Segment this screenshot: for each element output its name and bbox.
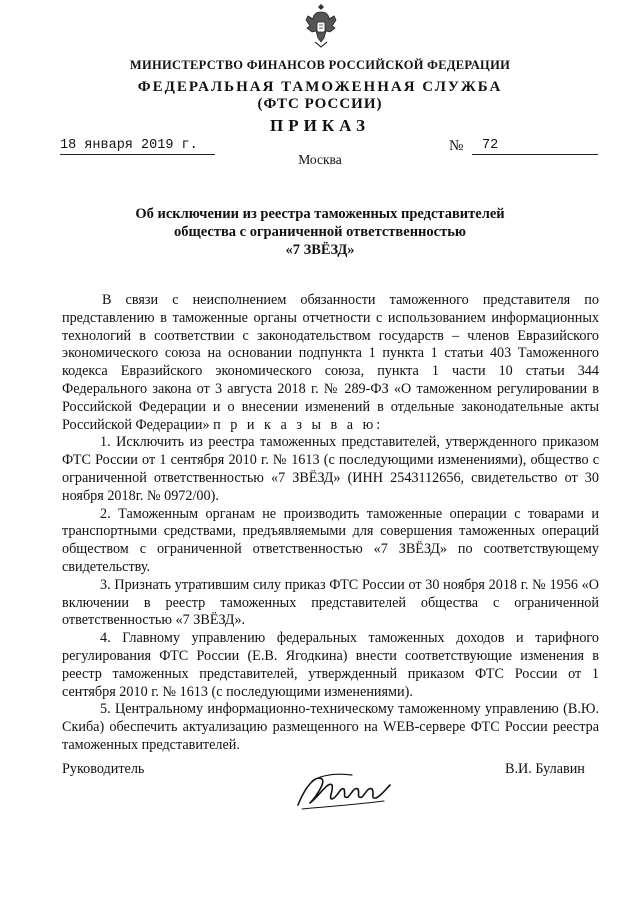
subject-line: Об исключении из реестра таможенных представителей — [135, 206, 505, 222]
preamble-text: В связи с неисполнением обязанности таможенного представителя по представлению в таможенные органы отчетности с использованием информационных технологий в соответствии с законодательством государств – членов Евразийского экономического союза на основании подпункта 1 пункта 1 статьи 403 Таможенного кодекса Евразийского экономического союза, пункта 1 части 10 статьи 344 Федерального закона от 3 августа 2018 г. № 289-ФЗ «О таможенном регулировании в Российской Федерации и о внесении изменений в отдельные законодательные акты Российской Федерации» — [62, 292, 599, 433]
order-number: 72 — [472, 138, 598, 155]
subject-line: «7 ЗВЁЗД» — [285, 242, 355, 258]
order-city: Москва — [298, 152, 342, 167]
order-item: 4. Главному управлению федеральных таможенных доходов и тарифного регулирования ФТС России (Е.В. Ягодкина) внести соответствующие изменения в реестр таможенных представителей, утвержденный приказом ФТС России от 1 сентября 2010 г. № 1613 (с последующими изменениями). — [62, 630, 599, 700]
signatory-role: Руководитель — [62, 761, 145, 777]
service-name: ФЕДЕРАЛЬНАЯ ТАМОЖЕННАЯ СЛУЖБА — [137, 79, 503, 95]
service-short-name: (ФТС РОССИИ) — [257, 96, 383, 112]
order-item: 2. Таможенным органам не производить таможенные операции с товарами и транспортными средствами, предъявляемыми для совершения таможенных операций обществом с ограниченной ответственностью «7 ЗВЁЗД» по соответствующему свидетельству. — [62, 505, 599, 575]
order-item: 1. Исключить из реестра таможенных представителей, утвержденного приказом ФТС России от 1 сентября 2010 г. № 1613 (с последующими изменениями), общество с ограниченной ответственностью «7 ЗВЁЗД» (ИНН 2543112656, свидетельство от 30 ноября 2018г. № 0972/00). — [62, 434, 599, 504]
order-subject — [0, 205, 640, 259]
signatory-name: В.И. Булавин — [505, 761, 585, 777]
state-emblem-icon — [304, 4, 338, 48]
handwritten-signature — [292, 765, 402, 815]
document-type: ПРИКАЗ — [270, 116, 370, 135]
order-number-label: № — [449, 138, 464, 154]
subject-line: общества с ограниченной ответственностью — [174, 224, 466, 240]
order-date: 18 января 2019 г. — [60, 138, 215, 155]
order-body — [62, 292, 599, 755]
order-word: п р и к а з ы в а ю: — [213, 416, 384, 433]
order-item: 3. Признать утратившим силу приказ ФТС России от 30 ноября 2018 г. № 1956 «О включении в реестр таможенных представителей общества с ограниченной ответственностью «7 ЗВЁЗД». — [62, 576, 599, 629]
ministry-name: МИНИСТЕРСТВО ФИНАНСОВ РОССИЙСКОЙ ФЕДЕРАЦИИ — [129, 58, 511, 72]
order-item: 5. Центральному информационно-техническому таможенному управлению (В.Ю. Скиба) обеспечить актуализацию размещенного на WEB-сервере ФТС России реестра таможенных представителей. — [62, 701, 599, 753]
preamble-paragraph — [62, 292, 599, 434]
